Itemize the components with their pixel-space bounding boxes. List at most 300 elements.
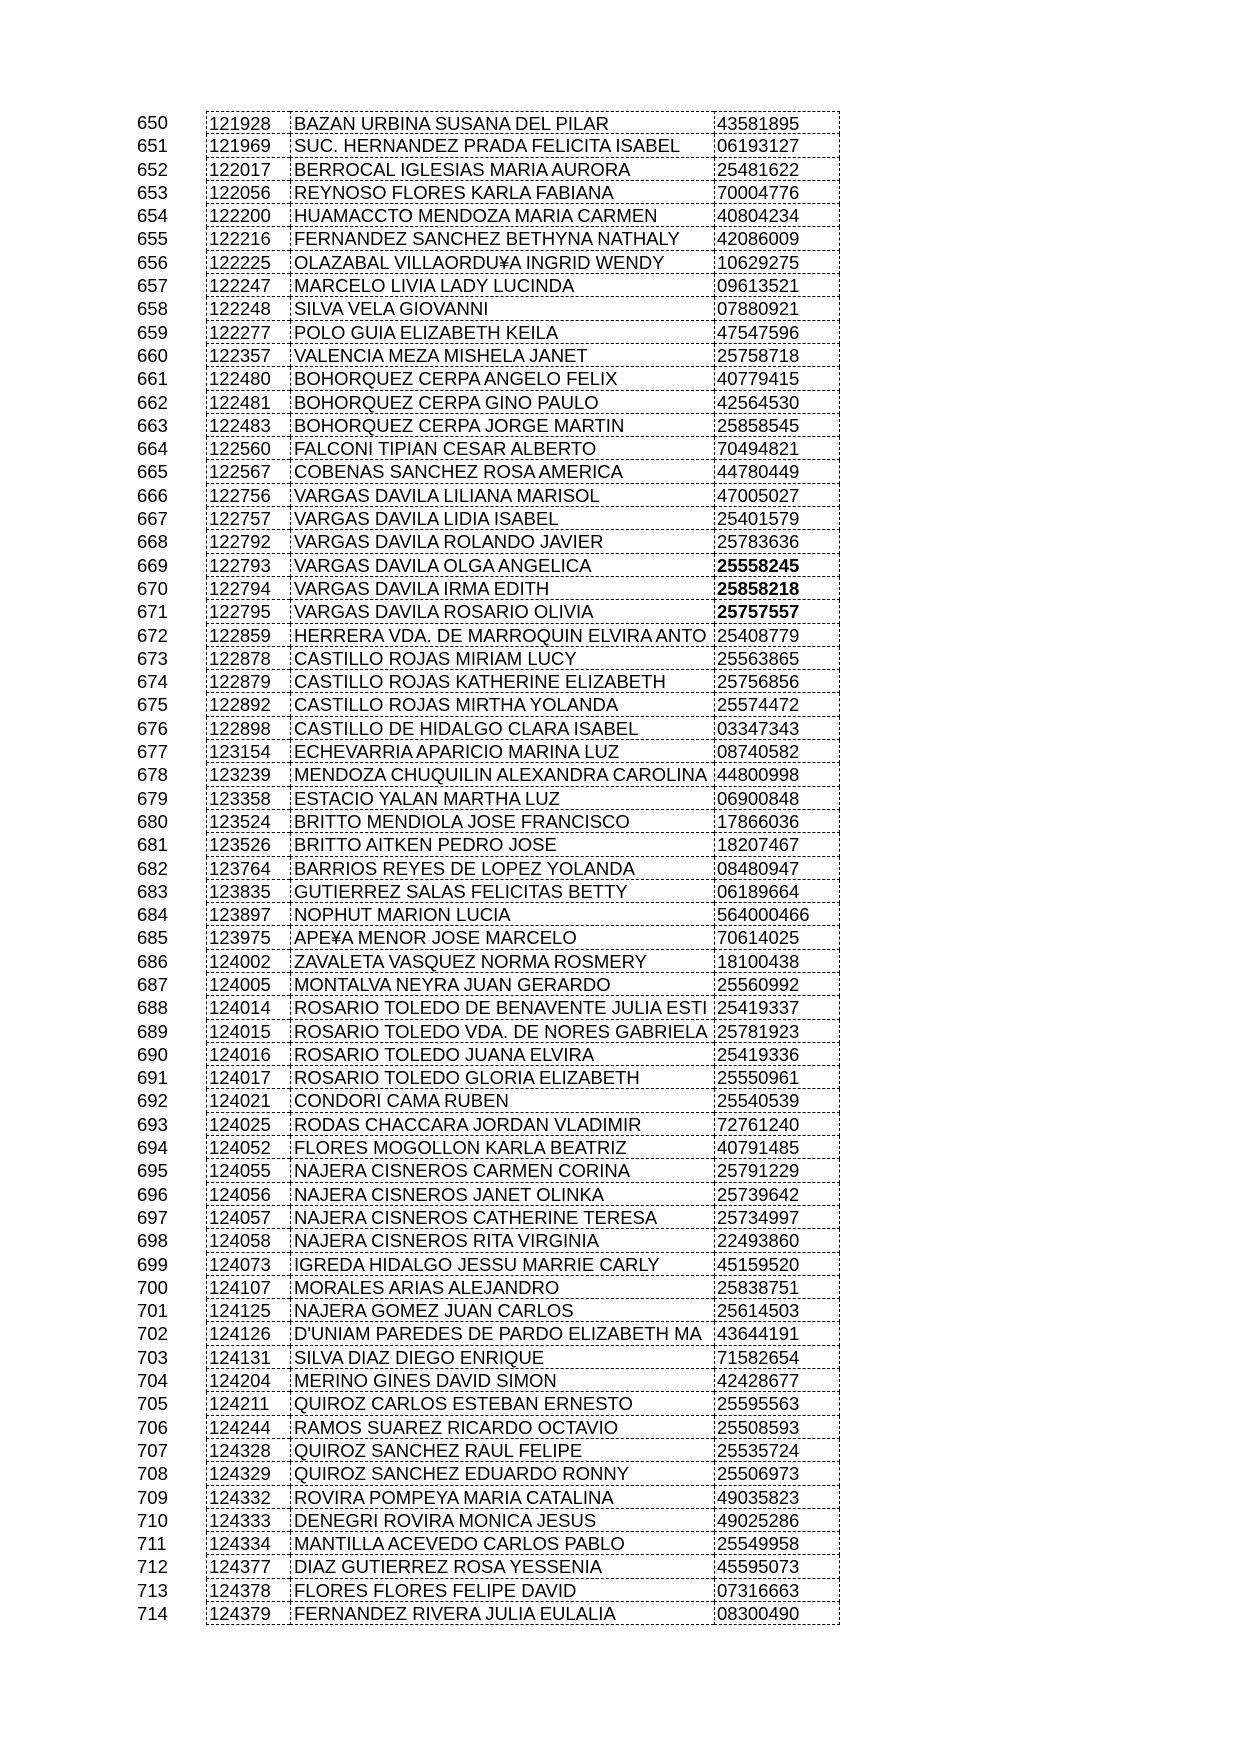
record-code: 124021: [206, 1089, 290, 1112]
person-name: FERNANDEZ SANCHEZ BETHYNA NATHALY: [290, 227, 714, 250]
person-name: CASTILLO DE HIDALGO CLARA ISABEL: [290, 717, 714, 740]
record-code: 124014: [206, 996, 290, 1019]
table-row: [137, 857, 840, 880]
document-number: 44780449: [714, 460, 840, 483]
record-code: 124244: [206, 1416, 290, 1439]
document-number: 25419336: [714, 1043, 840, 1066]
table-row: [137, 1020, 840, 1043]
document-number: 25508593: [714, 1416, 840, 1439]
record-code: 122483: [206, 414, 290, 437]
table-row: [137, 740, 840, 763]
row-number: 705: [137, 1393, 168, 1415]
record-code: 123358: [206, 787, 290, 810]
document-number: 25549958: [714, 1532, 840, 1555]
table-row: [137, 1183, 840, 1206]
row-number: 693: [137, 1113, 168, 1135]
person-name: BOHORQUEZ CERPA JORGE MARTIN: [290, 414, 714, 437]
table-row: [137, 833, 840, 856]
table-row: [137, 996, 840, 1019]
row-number: 651: [137, 135, 168, 157]
document-number: 18207467: [714, 833, 840, 856]
document-number: 25734997: [714, 1206, 840, 1229]
table-row: [137, 670, 840, 693]
table-row: [137, 1043, 840, 1066]
row-number: 690: [137, 1043, 168, 1065]
document-number: 25560992: [714, 973, 840, 996]
record-code: 124057: [206, 1206, 290, 1229]
record-code: 122859: [206, 624, 290, 647]
record-code: 122793: [206, 554, 290, 577]
row-number: 698: [137, 1230, 168, 1252]
row-number: 712: [137, 1556, 168, 1578]
person-name: NAJERA CISNEROS RITA VIRGINIA: [290, 1229, 714, 1252]
document-number: 564000466: [714, 903, 840, 926]
table-row: [137, 414, 840, 437]
table-row: [137, 158, 840, 181]
row-number: 675: [137, 694, 168, 716]
person-name: ROSARIO TOLEDO VDA. DE NORES GABRIELA: [290, 1020, 714, 1043]
document-number: 47005027: [714, 484, 840, 507]
document-number: 25757557: [714, 600, 840, 623]
person-name: MENDOZA CHUQUILIN ALEXANDRA CAROLINA: [290, 763, 714, 786]
document-number: 25858545: [714, 414, 840, 437]
row-number: 679: [137, 787, 168, 809]
record-code: 123835: [206, 880, 290, 903]
person-name: POLO GUIA ELIZABETH KEILA: [290, 321, 714, 344]
table-row: [137, 624, 840, 647]
record-code: 122056: [206, 181, 290, 204]
row-number: 702: [137, 1323, 168, 1345]
record-code: 124332: [206, 1486, 290, 1509]
row-number: 665: [137, 461, 168, 483]
row-number: 652: [137, 158, 168, 180]
row-number: 695: [137, 1160, 168, 1182]
document-number: 25838751: [714, 1276, 840, 1299]
record-code: 124125: [206, 1299, 290, 1322]
row-number: 654: [137, 205, 168, 227]
record-code: 124378: [206, 1579, 290, 1602]
document-number: 40804234: [714, 204, 840, 227]
table-row: [137, 181, 840, 204]
row-number: 714: [137, 1603, 168, 1624]
document-number: 03347343: [714, 717, 840, 740]
table-row: [137, 1206, 840, 1229]
document-number: 42564530: [714, 391, 840, 414]
record-code: 124002: [206, 950, 290, 973]
document-number: 44800998: [714, 763, 840, 786]
person-name: BERROCAL IGLESIAS MARIA AURORA: [290, 158, 714, 181]
table-row: [137, 1136, 840, 1159]
person-name: NAJERA CISNEROS JANET OLINKA: [290, 1183, 714, 1206]
person-name: SILVA VELA GIOVANNI: [290, 297, 714, 320]
document-number: 25558245: [714, 554, 840, 577]
document-number: 09613521: [714, 274, 840, 297]
document-number: 08480947: [714, 857, 840, 880]
record-code: 122017: [206, 158, 290, 181]
document-number: 47547596: [714, 321, 840, 344]
table-row: [137, 1159, 840, 1182]
row-number: 696: [137, 1183, 168, 1205]
table-row: [137, 647, 840, 670]
row-number: 657: [137, 275, 168, 297]
table-row: [137, 1439, 840, 1462]
person-name: BRITTO MENDIOLA JOSE FRANCISCO: [290, 810, 714, 833]
person-name: VARGAS DAVILA LIDIA ISABEL: [290, 507, 714, 530]
person-name: DENEGRI ROVIRA MONICA JESUS: [290, 1509, 714, 1532]
table-row: [137, 1276, 840, 1299]
record-code: 121928: [206, 111, 290, 134]
record-code: 124126: [206, 1322, 290, 1345]
person-name: GUTIERREZ SALAS FELICITAS BETTY: [290, 880, 714, 903]
table-row: [137, 1229, 840, 1252]
table-row: [137, 1579, 840, 1602]
table-row: [137, 460, 840, 483]
row-number: 680: [137, 810, 168, 832]
table-row: [137, 1509, 840, 1532]
person-name: MORALES ARIAS ALEJANDRO: [290, 1276, 714, 1299]
person-name: APE¥A MENOR JOSE MARCELO: [290, 926, 714, 949]
person-name: QUIROZ SANCHEZ RAUL FELIPE: [290, 1439, 714, 1462]
document-number: 06193127: [714, 134, 840, 157]
row-number: 681: [137, 834, 168, 856]
table-row: [137, 554, 840, 577]
table-row: [137, 717, 840, 740]
record-code: 124017: [206, 1066, 290, 1089]
person-name: VARGAS DAVILA IRMA EDITH: [290, 577, 714, 600]
record-code: 122247: [206, 274, 290, 297]
document-number: 07880921: [714, 297, 840, 320]
record-code: 124025: [206, 1113, 290, 1136]
document-number: 49035823: [714, 1486, 840, 1509]
row-number: 691: [137, 1067, 168, 1089]
row-number: 669: [137, 554, 168, 576]
table-row: [137, 344, 840, 367]
person-name: HUAMACCTO MENDOZA MARIA CARMEN: [290, 204, 714, 227]
record-code: 122560: [206, 437, 290, 460]
record-code: 122892: [206, 693, 290, 716]
table-row: [137, 600, 840, 623]
table-row: [137, 134, 840, 157]
table-row: [137, 973, 840, 996]
table-row: [137, 1066, 840, 1089]
row-number: 709: [137, 1486, 168, 1508]
table-row: [137, 530, 840, 553]
table-row: [137, 1602, 840, 1625]
table-row: [137, 1416, 840, 1439]
document-number: 43644191: [714, 1322, 840, 1345]
document-number: 25506973: [714, 1462, 840, 1485]
person-name: NAJERA CISNEROS CATHERINE TERESA: [290, 1206, 714, 1229]
record-code: 124005: [206, 973, 290, 996]
table-row: [137, 227, 840, 250]
row-number: 659: [137, 321, 168, 343]
record-code: 123524: [206, 810, 290, 833]
row-number: 697: [137, 1206, 168, 1228]
document-number: 07316663: [714, 1579, 840, 1602]
record-code: 124073: [206, 1253, 290, 1276]
row-number: 673: [137, 647, 168, 669]
document-number: 42428677: [714, 1369, 840, 1392]
row-number: 653: [137, 181, 168, 203]
table-row: [137, 810, 840, 833]
person-name: FLORES MOGOLLON KARLA BEATRIZ: [290, 1136, 714, 1159]
row-number: 660: [137, 344, 168, 366]
record-code: 122757: [206, 507, 290, 530]
person-name: ROSARIO TOLEDO GLORIA ELIZABETH: [290, 1066, 714, 1089]
table-row: [137, 1462, 840, 1485]
record-code: 123154: [206, 740, 290, 763]
record-code: 124329: [206, 1462, 290, 1485]
person-name: MONTALVA NEYRA JUAN GERARDO: [290, 973, 714, 996]
document-number: 22493860: [714, 1229, 840, 1252]
document-number: 17866036: [714, 810, 840, 833]
record-code: 122225: [206, 251, 290, 274]
person-name: VARGAS DAVILA LILIANA MARISOL: [290, 484, 714, 507]
person-name: VALENCIA MEZA MISHELA JANET: [290, 344, 714, 367]
person-name: ROVIRA POMPEYA MARIA CATALINA: [290, 1486, 714, 1509]
table-row: [137, 787, 840, 810]
table-row: [137, 391, 840, 414]
record-code: 122200: [206, 204, 290, 227]
document-number: 08740582: [714, 740, 840, 763]
document-number: 72761240: [714, 1113, 840, 1136]
row-number: 682: [137, 857, 168, 879]
row-number: 668: [137, 531, 168, 553]
document-number: 40779415: [714, 367, 840, 390]
person-name: NAJERA CISNEROS CARMEN CORINA: [290, 1159, 714, 1182]
row-number: 662: [137, 391, 168, 413]
document-number: 25408779: [714, 624, 840, 647]
row-number: 708: [137, 1463, 168, 1485]
row-number: 713: [137, 1579, 168, 1601]
document-number: 25535724: [714, 1439, 840, 1462]
document-number: 25614503: [714, 1299, 840, 1322]
person-name: SILVA DIAZ DIEGO ENRIQUE: [290, 1346, 714, 1369]
record-code: 122248: [206, 297, 290, 320]
record-code: 124334: [206, 1532, 290, 1555]
person-name: BAZAN URBINA SUSANA DEL PILAR: [290, 111, 714, 134]
person-name: ROSARIO TOLEDO DE BENAVENTE JULIA ESTI: [290, 996, 714, 1019]
row-number: 692: [137, 1090, 168, 1112]
table-row: [137, 577, 840, 600]
row-number: 670: [137, 577, 168, 599]
person-name: D'UNIAM PAREDES DE PARDO ELIZABETH MA: [290, 1322, 714, 1345]
record-code: 122277: [206, 321, 290, 344]
row-number: 677: [137, 741, 168, 763]
person-name: NAJERA GOMEZ JUAN CARLOS: [290, 1299, 714, 1322]
record-code: 124056: [206, 1183, 290, 1206]
row-number: 666: [137, 484, 168, 506]
table-row: [137, 1486, 840, 1509]
document-number: 25791229: [714, 1159, 840, 1182]
document-number: 25540539: [714, 1089, 840, 1112]
record-code: 124204: [206, 1369, 290, 1392]
person-name: SUC. HERNANDEZ PRADA FELICITA ISABEL: [290, 134, 714, 157]
record-code: 124328: [206, 1439, 290, 1462]
table-row: [137, 1555, 840, 1578]
table-row: [137, 950, 840, 973]
record-code: 122756: [206, 484, 290, 507]
document-number: 25781923: [714, 1020, 840, 1043]
record-code: 122794: [206, 577, 290, 600]
records-table: [137, 111, 840, 1625]
record-code: 123239: [206, 763, 290, 786]
document-number: 70614025: [714, 926, 840, 949]
row-number: 656: [137, 251, 168, 273]
person-name: MERINO GINES DAVID SIMON: [290, 1369, 714, 1392]
document-number: 49025286: [714, 1509, 840, 1532]
document-number: 25401579: [714, 507, 840, 530]
table-row: [137, 204, 840, 227]
document-number: 18100438: [714, 950, 840, 973]
row-number: 667: [137, 508, 168, 530]
row-number: 650: [137, 112, 168, 133]
record-code: 122879: [206, 670, 290, 693]
record-code: 123975: [206, 926, 290, 949]
person-name: HERRERA VDA. DE MARROQUIN ELVIRA ANTO: [290, 624, 714, 647]
row-number: 664: [137, 438, 168, 460]
person-name: FLORES FLORES FELIPE DAVID: [290, 1579, 714, 1602]
person-name: DIAZ GUTIERREZ ROSA YESSENIA: [290, 1555, 714, 1578]
table-row: [137, 507, 840, 530]
person-name: VARGAS DAVILA ROSARIO OLIVIA: [290, 600, 714, 623]
table-row: [137, 251, 840, 274]
document-number: 25595563: [714, 1392, 840, 1415]
person-name: ESTACIO YALAN MARTHA LUZ: [290, 787, 714, 810]
record-code: 122898: [206, 717, 290, 740]
record-code: 123526: [206, 833, 290, 856]
row-number: 658: [137, 298, 168, 320]
document-number: 06900848: [714, 787, 840, 810]
person-name: NOPHUT MARION LUCIA: [290, 903, 714, 926]
record-code: 122357: [206, 344, 290, 367]
table-row: [137, 1253, 840, 1276]
person-name: ROSARIO TOLEDO JUANA ELVIRA: [290, 1043, 714, 1066]
row-number: 685: [137, 927, 168, 949]
person-name: RAMOS SUAREZ RICARDO OCTAVIO: [290, 1416, 714, 1439]
row-number: 663: [137, 414, 168, 436]
record-code: 123897: [206, 903, 290, 926]
row-number: 687: [137, 973, 168, 995]
record-code: 124058: [206, 1229, 290, 1252]
person-name: REYNOSO FLORES KARLA FABIANA: [290, 181, 714, 204]
document-number: 45159520: [714, 1253, 840, 1276]
document-number: 25783636: [714, 530, 840, 553]
record-code: 124131: [206, 1346, 290, 1369]
record-code: 122480: [206, 367, 290, 390]
record-code: 124052: [206, 1136, 290, 1159]
row-number: 671: [137, 601, 168, 623]
person-name: CASTILLO ROJAS MIRTHA YOLANDA: [290, 693, 714, 716]
record-code: 124016: [206, 1043, 290, 1066]
table-row: [137, 1322, 840, 1345]
row-number: 703: [137, 1346, 168, 1368]
person-name: COBENAS SANCHEZ ROSA AMERICA: [290, 460, 714, 483]
record-code: 122481: [206, 391, 290, 414]
row-number: 710: [137, 1509, 168, 1531]
row-number: 700: [137, 1276, 168, 1298]
record-code: 124377: [206, 1555, 290, 1578]
document-number: 10629275: [714, 251, 840, 274]
table-row: [137, 1089, 840, 1112]
document-number: 25481622: [714, 158, 840, 181]
row-number: 704: [137, 1370, 168, 1392]
person-name: VARGAS DAVILA OLGA ANGELICA: [290, 554, 714, 577]
person-name: BRITTO AITKEN PEDRO JOSE: [290, 833, 714, 856]
person-name: BOHORQUEZ CERPA GINO PAULO: [290, 391, 714, 414]
person-name: RODAS CHACCARA JORDAN VLADIMIR: [290, 1113, 714, 1136]
table-row: [137, 321, 840, 344]
table-row: [137, 484, 840, 507]
document-number: 25758718: [714, 344, 840, 367]
row-number: 699: [137, 1253, 168, 1275]
record-code: 122878: [206, 647, 290, 670]
table-row: [137, 437, 840, 460]
person-name: BARRIOS REYES DE LOPEZ YOLANDA: [290, 857, 714, 880]
record-code: 122216: [206, 227, 290, 250]
table-row: [137, 903, 840, 926]
person-name: MANTILLA ACEVEDO CARLOS PABLO: [290, 1532, 714, 1555]
table-row: [137, 274, 840, 297]
person-name: CASTILLO ROJAS MIRIAM LUCY: [290, 647, 714, 670]
row-number: 674: [137, 671, 168, 693]
row-number: 678: [137, 764, 168, 786]
document-number: 25563865: [714, 647, 840, 670]
record-code: 124379: [206, 1602, 290, 1625]
row-number: 707: [137, 1439, 168, 1461]
table-row: [137, 1392, 840, 1415]
document-number: 70004776: [714, 181, 840, 204]
person-name: IGREDA HIDALGO JESSU MARRIE CARLY: [290, 1253, 714, 1276]
record-code: 124107: [206, 1276, 290, 1299]
row-number: 688: [137, 997, 168, 1019]
row-number: 655: [137, 228, 168, 250]
document-number: 25858218: [714, 577, 840, 600]
record-code: 122567: [206, 460, 290, 483]
person-name: BOHORQUEZ CERPA ANGELO FELIX: [290, 367, 714, 390]
table-row: [137, 693, 840, 716]
document-number: 25739642: [714, 1183, 840, 1206]
person-name: FALCONI TIPIAN CESAR ALBERTO: [290, 437, 714, 460]
person-name: CASTILLO ROJAS KATHERINE ELIZABETH: [290, 670, 714, 693]
row-number: 711: [137, 1533, 167, 1555]
document-number: 25419337: [714, 996, 840, 1019]
row-number: 683: [137, 880, 168, 902]
row-number: 676: [137, 717, 168, 739]
record-code: 122795: [206, 600, 290, 623]
person-name: MARCELO LIVIA LADY LUCINDA: [290, 274, 714, 297]
row-number: 684: [137, 904, 168, 926]
document-number: 70494821: [714, 437, 840, 460]
table-row: [137, 763, 840, 786]
record-code: 124211: [206, 1392, 290, 1415]
table-row: [137, 1369, 840, 1392]
table-row: [137, 367, 840, 390]
person-name: OLAZABAL VILLAORDU¥A INGRID WENDY: [290, 251, 714, 274]
document-number: 45595073: [714, 1555, 840, 1578]
person-name: VARGAS DAVILA ROLANDO JAVIER: [290, 530, 714, 553]
record-code: 124333: [206, 1509, 290, 1532]
table-row: [137, 1532, 840, 1555]
record-code: 124015: [206, 1020, 290, 1043]
person-name: FERNANDEZ RIVERA JULIA EULALIA: [290, 1602, 714, 1625]
person-name: QUIROZ CARLOS ESTEBAN ERNESTO: [290, 1392, 714, 1415]
document-number: 06189664: [714, 880, 840, 903]
document-number: 25756856: [714, 670, 840, 693]
table-row: [137, 111, 840, 134]
document-number: 25574472: [714, 693, 840, 716]
row-number: 706: [137, 1416, 168, 1438]
